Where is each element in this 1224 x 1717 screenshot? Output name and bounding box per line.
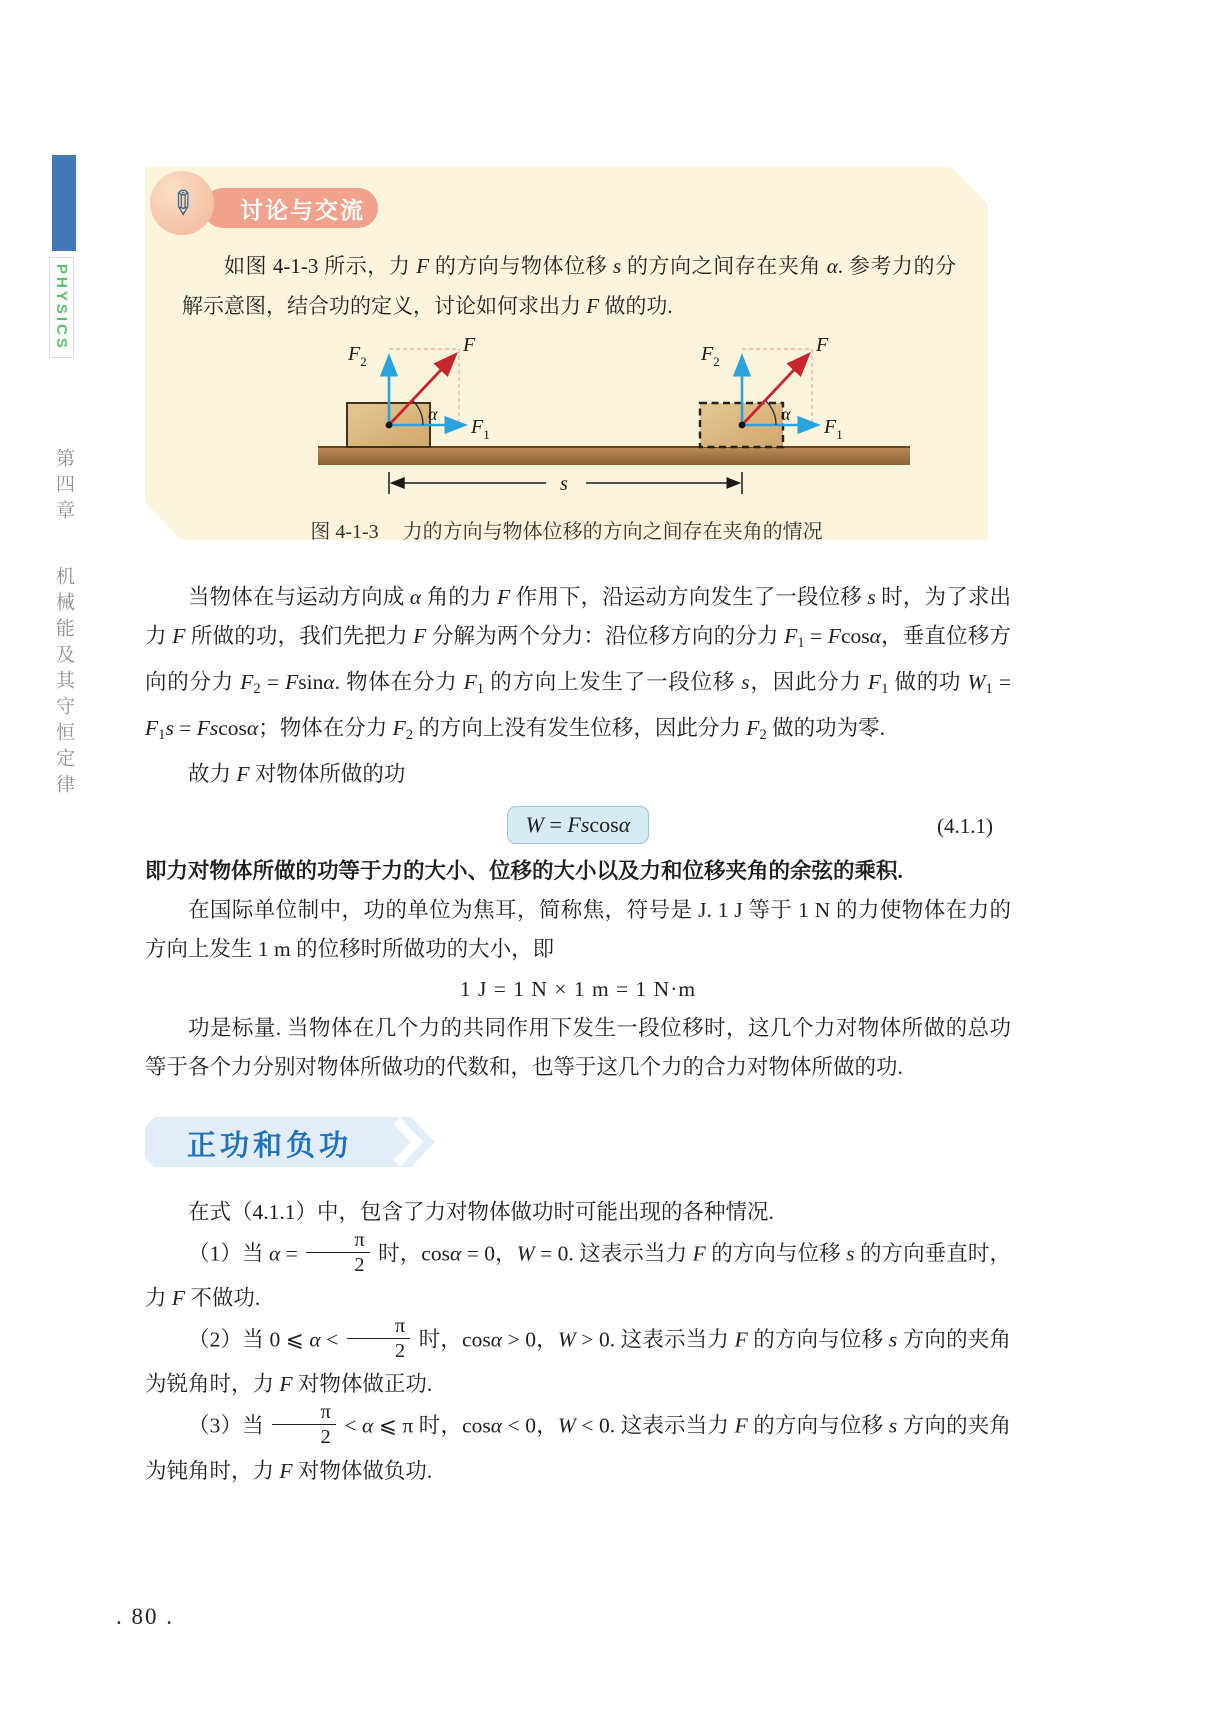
force-F1-label: $F_1$ — [471, 416, 490, 442]
sidebar-chapter-number: 第四章 — [53, 448, 74, 526]
block-initial-position — [347, 335, 490, 447]
paragraph-work-definition-bold: 即力对物体所做的功等于力的大小、位移的大小以及力和位移夹角的余弦的乘积. — [145, 859, 903, 884]
paragraph-si-unit: 在国际单位制中，功的单位为焦耳，简称焦，符号是 J. 1 J 等于 1 N 的力使物体在力的方向上发生 1 m 的位移时所做功的大小，即 — [145, 898, 1011, 962]
discussion-body-text: 如图 4-1-3 所示，力 F 的方向与物体位移 s 的方向之间存在夹角 α. 参考力的分解示意图，结合功的定义，讨论如何求出力 F 做的功. — [182, 254, 957, 318]
paragraph-case-1: （1）当 α = $\frac{\pi}{2}$ 时，cosα = 0，W = 0. 这表示当力 F 的方向与位移 s 的方向垂直时，力 F 不做功. — [145, 1229, 1011, 1311]
figure-caption-text: 力的方向与物体位移的方向之间存在夹角的情况 — [402, 521, 823, 543]
discussion-title: 讨论与交流 — [240, 196, 365, 223]
work-formula-box: W = Fscosα — [507, 806, 650, 844]
force-origin-dot — [386, 422, 393, 429]
paragraph-cases-intro: 在式（4.1.1）中，包含了力对物体做功时可能出现的各种情况. — [188, 1200, 774, 1225]
figure-4-1-3-diagram — [318, 335, 910, 500]
sidebar-chapter-title: 机械能及其守恒定律 — [53, 566, 74, 800]
paragraph-work-decomposition: 当物体在与运动方向成 α 角的力 F 作用下，沿运动方向发生了一段位移 s 时，为了求出力 F 所做的功，我们先把力 F 分解为两个分力：沿位移方向的分力 F1 = Fcosα，垂直位移方向的分力 F2 = Fsinα. 物体在分力 F1 的方向上发生了一段位移 s，因此分力 F1 做的功 W1 = F1s = Fscosα；物体在分力 F2 的方向上没有发生位移，因此分力 F2 做的功为零. — [145, 585, 1011, 744]
unit-equation: 1 J = 1 N × 1 m = 1 N·m — [459, 977, 697, 1002]
figure-caption — [145, 515, 988, 544]
paragraph-case-2: （2）当 0 ⩽ α < $\frac{\pi}{2}$ 时，cosα > 0，W > 0. 这表示当力 F 的方向与位移 s 方向的夹角为锐角时，力 F 对物体做正功. — [145, 1315, 1011, 1397]
force-F-label: F — [463, 335, 476, 356]
sidebar-brand-physics: PHYSICS — [49, 257, 74, 358]
discussion-header-pill — [203, 188, 378, 228]
formula-row — [145, 800, 1011, 848]
block-final-position — [700, 335, 843, 447]
force-origin-dot — [739, 422, 746, 429]
section-banner — [145, 1117, 465, 1167]
force-F2-label: $F_2$ — [348, 343, 367, 369]
force-F2-label: $F_2$ — [701, 343, 720, 369]
main-content — [145, 578, 1011, 1491]
section-title: 正功和负功 — [187, 1130, 353, 1163]
pencil-glyph: ✎ — [159, 180, 205, 226]
force-F1-label: $F_1$ — [824, 416, 843, 442]
equation-number: (4.1.1) — [937, 814, 993, 839]
pencil-icon — [150, 171, 214, 235]
paragraph-hence-work: 故力 F 对物体所做的功 — [188, 762, 406, 787]
paragraph-case-3: （3）当 $\frac{\pi}{2}$ < α ⩽ π 时，cosα < 0，W < 0. 这表示当力 F 的方向与位移 s 方向的夹角为钝角时，力 F 对物体做负功. — [145, 1401, 1011, 1483]
page-number: . 80 . — [116, 1604, 174, 1629]
sidebar-accent-bar — [52, 155, 76, 251]
ground — [318, 447, 910, 465]
angle-alpha-label: α — [781, 404, 791, 424]
displacement-s-label: s — [560, 473, 568, 495]
angle-alpha-label: α — [428, 404, 438, 424]
figure-caption-number: 图 4-1-3 — [310, 521, 379, 543]
force-F-label: F — [816, 335, 829, 356]
paragraph-work-scalar: 功是标量. 当物体在几个力的共同作用下发生一段位移时，这几个力对物体所做的总功等于各个力分别对物体所做功的代数和，也等于这几个力的合力对物体所做的功. — [145, 1016, 1011, 1080]
